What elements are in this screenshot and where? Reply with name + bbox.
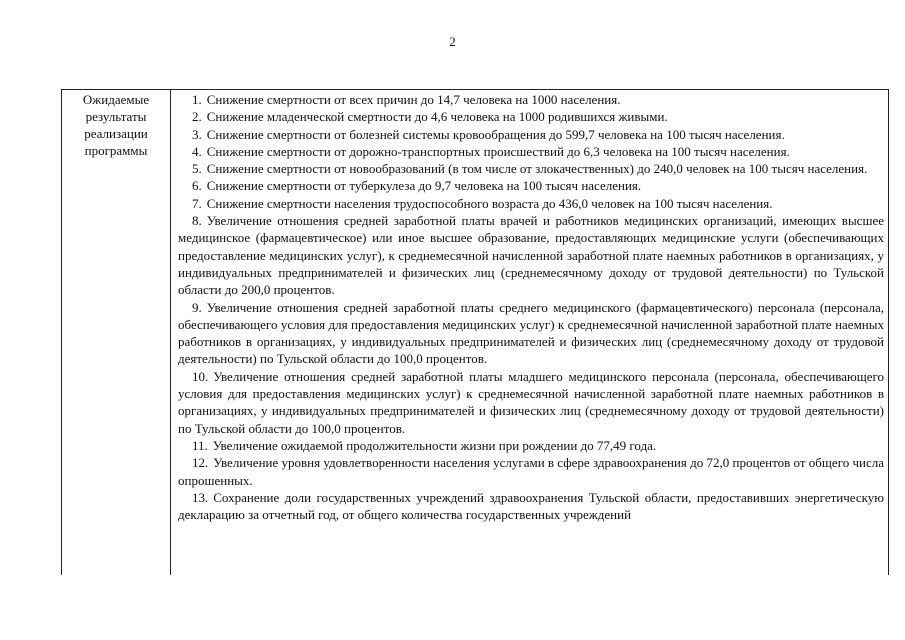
section-label-line: программы <box>84 143 148 158</box>
result-item-number: 13. <box>192 489 209 505</box>
results-list-cell <box>171 90 888 575</box>
result-item-number: 7. <box>192 195 202 211</box>
result-item <box>178 368 884 437</box>
result-item-number: 3. <box>192 126 202 142</box>
result-item <box>178 299 884 368</box>
result-item-number: 11. <box>192 437 208 453</box>
section-label-line: результаты <box>85 109 147 124</box>
result-item <box>178 212 884 298</box>
result-item <box>178 160 884 177</box>
page-number: 2 <box>449 34 456 49</box>
result-item-text: Снижение смертности от дорожно-транспортных происшествий до 6,3 человека на 100 тысяч населения. <box>206 143 790 159</box>
result-item-text: Увеличение отношения средней заработной платы младшего медицинского персонала (персонала, обеспечивающего условия для предоставления медицинских услуг) к среднемесячной начисленной заработной плате наемных работников в организациях, у индивидуальных предпринимателей и физических лиц (среднемесячному доходу от трудовой деятельности) по Тульской области до 100,0 процентов. <box>178 368 884 436</box>
result-item-number: 1. <box>192 92 202 107</box>
result-item <box>178 195 884 212</box>
result-item <box>178 454 884 489</box>
result-item-number: 5. <box>192 161 202 177</box>
result-item-number: 12. <box>192 455 209 471</box>
result-item-text: Снижение смертности от туберкулеза до 9,7 человека на 100 тысяч населения. <box>206 178 642 194</box>
result-item-number: 4. <box>192 143 202 159</box>
result-item-number: 9. <box>192 299 202 315</box>
expected-results-table <box>61 89 889 575</box>
result-item-text: Увеличение отношения средней заработной платы среднего медицинского (фармацевтического) персонала (персонала, обеспечивающего условия для предоставления медицинских услуг) к среднемесячной начисленной заработной плате наемных работников в организациях, у индивидуальных предпринимателей и физических лиц (среднемесячному доходу от трудовой деятельности) по Тульской области до 100,0 процентов. <box>178 299 884 367</box>
result-item-text: Увеличение ожидаемой продолжительности жизни при рождении до 77,49 года. <box>212 437 657 453</box>
result-item-text: Сохранение доли государственных учреждений здравоохранения Тульской области, предоставивших энергетическую декларацию за отчетный год, от общего количества государственных учреждений <box>178 489 884 523</box>
result-item-number: 2. <box>192 109 202 125</box>
section-label-line: реализации <box>84 126 148 141</box>
result-item-text: Увеличение отношения средней заработной платы врачей и работников медицинских организаций, имеющих высшее медицинское (фармацевтическое) или иное высшее образование, предоставляющих медицинские услуги (обеспечивающих предоставление медицинских услуг), к среднемесячной начисленной заработной плате наемных работников в организациях, у индивидуальных предпринимателей и физических лиц (среднемесячному доходу от трудовой деятельности) по Тульской области до 200,0 процентов. <box>178 213 884 298</box>
result-item <box>178 126 884 143</box>
result-item <box>178 489 884 524</box>
section-label-line: Ожидаемые <box>82 92 150 107</box>
result-item-text: Снижение смертности от новообразований (в том числе от злокачественных) до 240,0 человек на 100 тысяч населения. <box>206 161 868 177</box>
result-item-text: Снижение смертности населения трудоспособного возраста до 436,0 человек на 100 тысяч населения. <box>206 195 773 211</box>
result-item-text: Увеличение уровня удовлетворенности населения услугами в сфере здравоохранения до 72,0 процентов от общего числа опрошенных. <box>178 455 884 488</box>
section-label-cell <box>62 90 171 575</box>
result-item <box>178 91 884 108</box>
result-item <box>178 108 884 125</box>
result-item-number: 8. <box>192 213 202 229</box>
result-item-text: Снижение смертности от всех причин до 14,7 человека на 1000 населения. <box>206 92 621 107</box>
result-item <box>178 437 884 454</box>
result-item-text: Снижение смертности от болезней системы кровообращения до 599,7 человека на 100 тысяч населения. <box>206 126 785 142</box>
result-item-number: 10. <box>192 368 209 384</box>
result-item-number: 6. <box>192 178 202 194</box>
result-item <box>178 143 884 160</box>
result-item <box>178 177 884 194</box>
result-item-text: Снижение младенческой смертности до 4,6 человека на 1000 родившихся живыми. <box>206 109 668 125</box>
